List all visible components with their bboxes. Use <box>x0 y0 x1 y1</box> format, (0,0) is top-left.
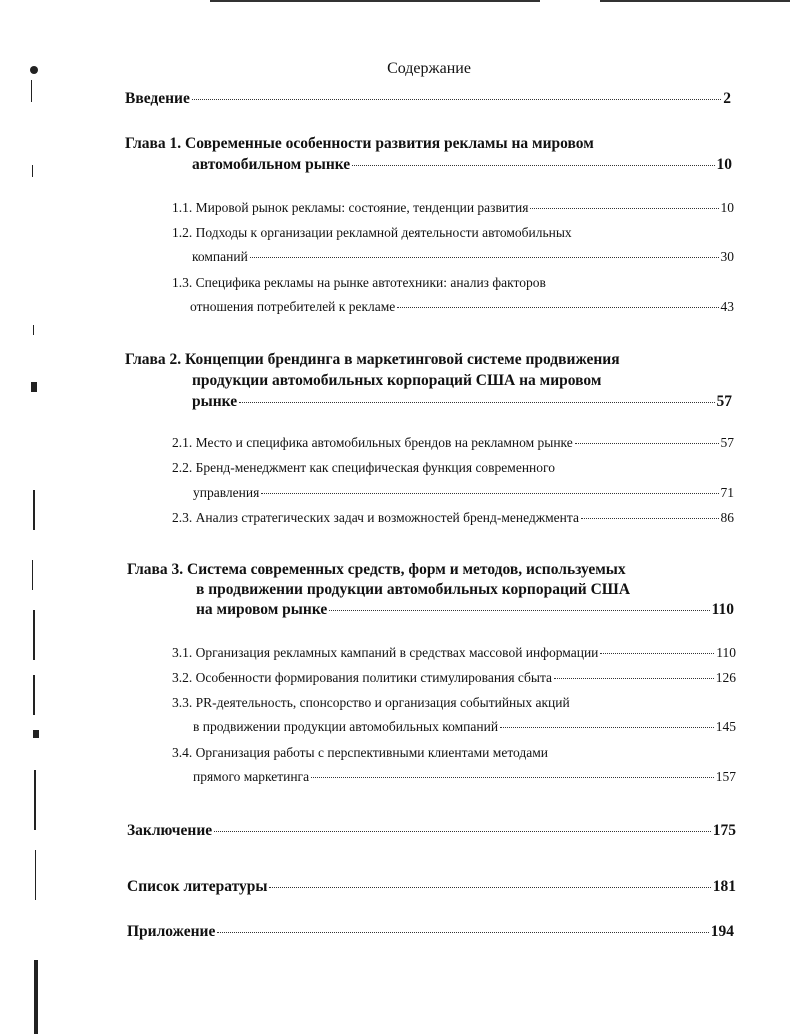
toc-entry-label: на мировом рынке <box>196 601 328 618</box>
toc-section-1-3[interactable] <box>190 299 734 315</box>
toc-section-1-2-title[interactable]: 1.2. Подходы к организации рекламной деятельности автомобильных <box>172 225 572 240</box>
toc-entry-label: Введение <box>125 90 190 107</box>
dot-leader <box>217 932 708 933</box>
scan-edge-mark <box>32 165 33 177</box>
toc-chapter-1-title[interactable]: Глава 1. Современные особенности развития рекламы на мировом <box>125 135 594 152</box>
scan-edge-mark <box>31 382 37 392</box>
toc-page-number: 10 <box>716 156 732 173</box>
scan-top-line <box>210 0 540 2</box>
toc-entry-label: 3.1. Организация рекламных кампаний в средствах массовой информации <box>172 645 599 660</box>
dot-leader <box>397 307 718 308</box>
toc-entry-label: 3.2. Особенности формирования политики стимулирования сбыта <box>172 670 553 685</box>
scan-edge-mark <box>33 325 34 335</box>
dot-leader <box>329 610 709 611</box>
toc-chapter-2-title[interactable]: продукции автомобильных корпораций США на мировом <box>192 372 602 389</box>
dot-leader <box>600 653 714 654</box>
toc-entry-label: Заключение <box>127 822 213 839</box>
dot-leader <box>269 887 710 888</box>
dot-leader <box>311 777 714 778</box>
dot-leader <box>192 99 721 100</box>
scan-top-line <box>600 0 790 2</box>
toc-chapter-3[interactable] <box>196 601 734 619</box>
dot-leader <box>500 727 714 728</box>
dot-leader <box>214 831 711 832</box>
page-title: Содержание <box>387 60 471 77</box>
scan-edge-mark <box>34 960 38 1034</box>
toc-section-2-2-title[interactable]: 2.2. Бренд-менеджмент как специфическая функция современного <box>172 460 555 475</box>
toc-page-number: 57 <box>720 435 734 450</box>
toc-section-3-1[interactable] <box>172 645 736 661</box>
toc-entry-label: 2.3. Анализ стратегических задач и возможностей бренд-менеджмента <box>172 510 579 525</box>
toc-chapter-3-title[interactable]: в продвижении продукции автомобильных корпораций США <box>196 581 631 598</box>
toc-section-3-3-title[interactable]: 3.3. PR-деятельность, спонсорство и организация событийных акций <box>172 695 570 710</box>
scan-edge-mark <box>32 560 33 590</box>
toc-section-1-1[interactable] <box>172 200 734 216</box>
toc-entry-label: Приложение <box>127 923 216 940</box>
toc-page-number: 126 <box>715 670 736 685</box>
toc-entry-label: отношения потребителей к рекламе <box>190 299 396 314</box>
scan-edge-mark <box>31 80 32 102</box>
toc-section-1-3-title[interactable]: 1.3. Специфика рекламы на рынке автотехники: анализ факторов <box>172 275 546 290</box>
toc-page-number: 145 <box>715 719 736 734</box>
toc-entry-label: 1.1. Мировой рынок рекламы: состояние, тенденции развития <box>172 200 529 215</box>
scan-edge-mark <box>33 490 35 530</box>
toc-entry-conclusion[interactable] <box>127 822 736 840</box>
dot-leader <box>530 208 718 209</box>
toc-page-number: 2 <box>723 90 731 107</box>
toc-entry-references[interactable] <box>127 878 736 896</box>
toc-section-2-1[interactable] <box>172 435 734 451</box>
toc-chapter-2[interactable] <box>192 393 732 411</box>
toc-section-3-4-title[interactable]: 3.4. Организация работы с перспективными клиентами методами <box>172 745 549 760</box>
scan-edge-mark <box>33 675 35 715</box>
toc-section-1-2[interactable] <box>192 249 734 265</box>
toc-chapter-1[interactable] <box>192 156 732 174</box>
scan-edge-mark <box>34 770 36 830</box>
toc-page-number: 57 <box>716 393 732 410</box>
dot-leader <box>352 165 714 166</box>
toc-chapter-3-title[interactable]: Глава 3. Система современных средств, форм и методов, используемых <box>127 561 626 578</box>
toc-section-3-3[interactable] <box>193 719 736 735</box>
toc-entry-label: автомобильном рынке <box>192 156 351 173</box>
toc-page-number: 175 <box>712 822 736 839</box>
toc-entry-appendix[interactable] <box>127 923 734 941</box>
toc-page-number: 43 <box>720 299 734 314</box>
dot-leader <box>575 443 719 444</box>
dot-leader <box>250 257 719 258</box>
toc-entry-label: в продвижении продукции автомобильных компаний <box>193 719 499 734</box>
toc-page-number: 194 <box>710 923 734 940</box>
scan-edge-mark <box>33 730 39 738</box>
toc-entry-label: 2.1. Место и специфика автомобильных брендов на рекламном рынке <box>172 435 573 450</box>
toc-section-3-2[interactable] <box>172 670 736 686</box>
dot-leader <box>554 678 714 679</box>
toc-section-2-3[interactable] <box>172 510 734 526</box>
toc-page-number: 110 <box>716 645 736 660</box>
toc-page-number: 181 <box>712 878 736 895</box>
toc-page-number: 110 <box>711 601 734 618</box>
toc-page-number: 10 <box>720 200 734 215</box>
toc-entry-label: прямого маркетинга <box>193 769 310 784</box>
toc-entry-label: рынке <box>192 393 238 410</box>
toc-section-3-4[interactable] <box>193 769 736 785</box>
dot-leader <box>261 493 718 494</box>
toc-page-number: 86 <box>720 510 734 525</box>
toc-section-2-2[interactable] <box>193 485 734 501</box>
toc-page-number: 71 <box>720 485 734 500</box>
scan-edge-mark <box>33 610 35 660</box>
toc-entry-intro[interactable] <box>125 90 731 108</box>
dot-leader <box>581 518 719 519</box>
toc-entry-label: управления <box>193 485 260 500</box>
dot-leader <box>239 402 714 403</box>
toc-entry-label: Список литературы <box>127 878 268 895</box>
toc-chapter-2-title[interactable]: Глава 2. Концепции брендинга в маркетинговой системе продвижения <box>125 351 620 368</box>
toc-page-number: 30 <box>720 249 734 264</box>
toc-entry-label: компаний <box>192 249 248 264</box>
scan-edge-mark <box>35 850 36 900</box>
toc-page-number: 157 <box>715 769 736 784</box>
